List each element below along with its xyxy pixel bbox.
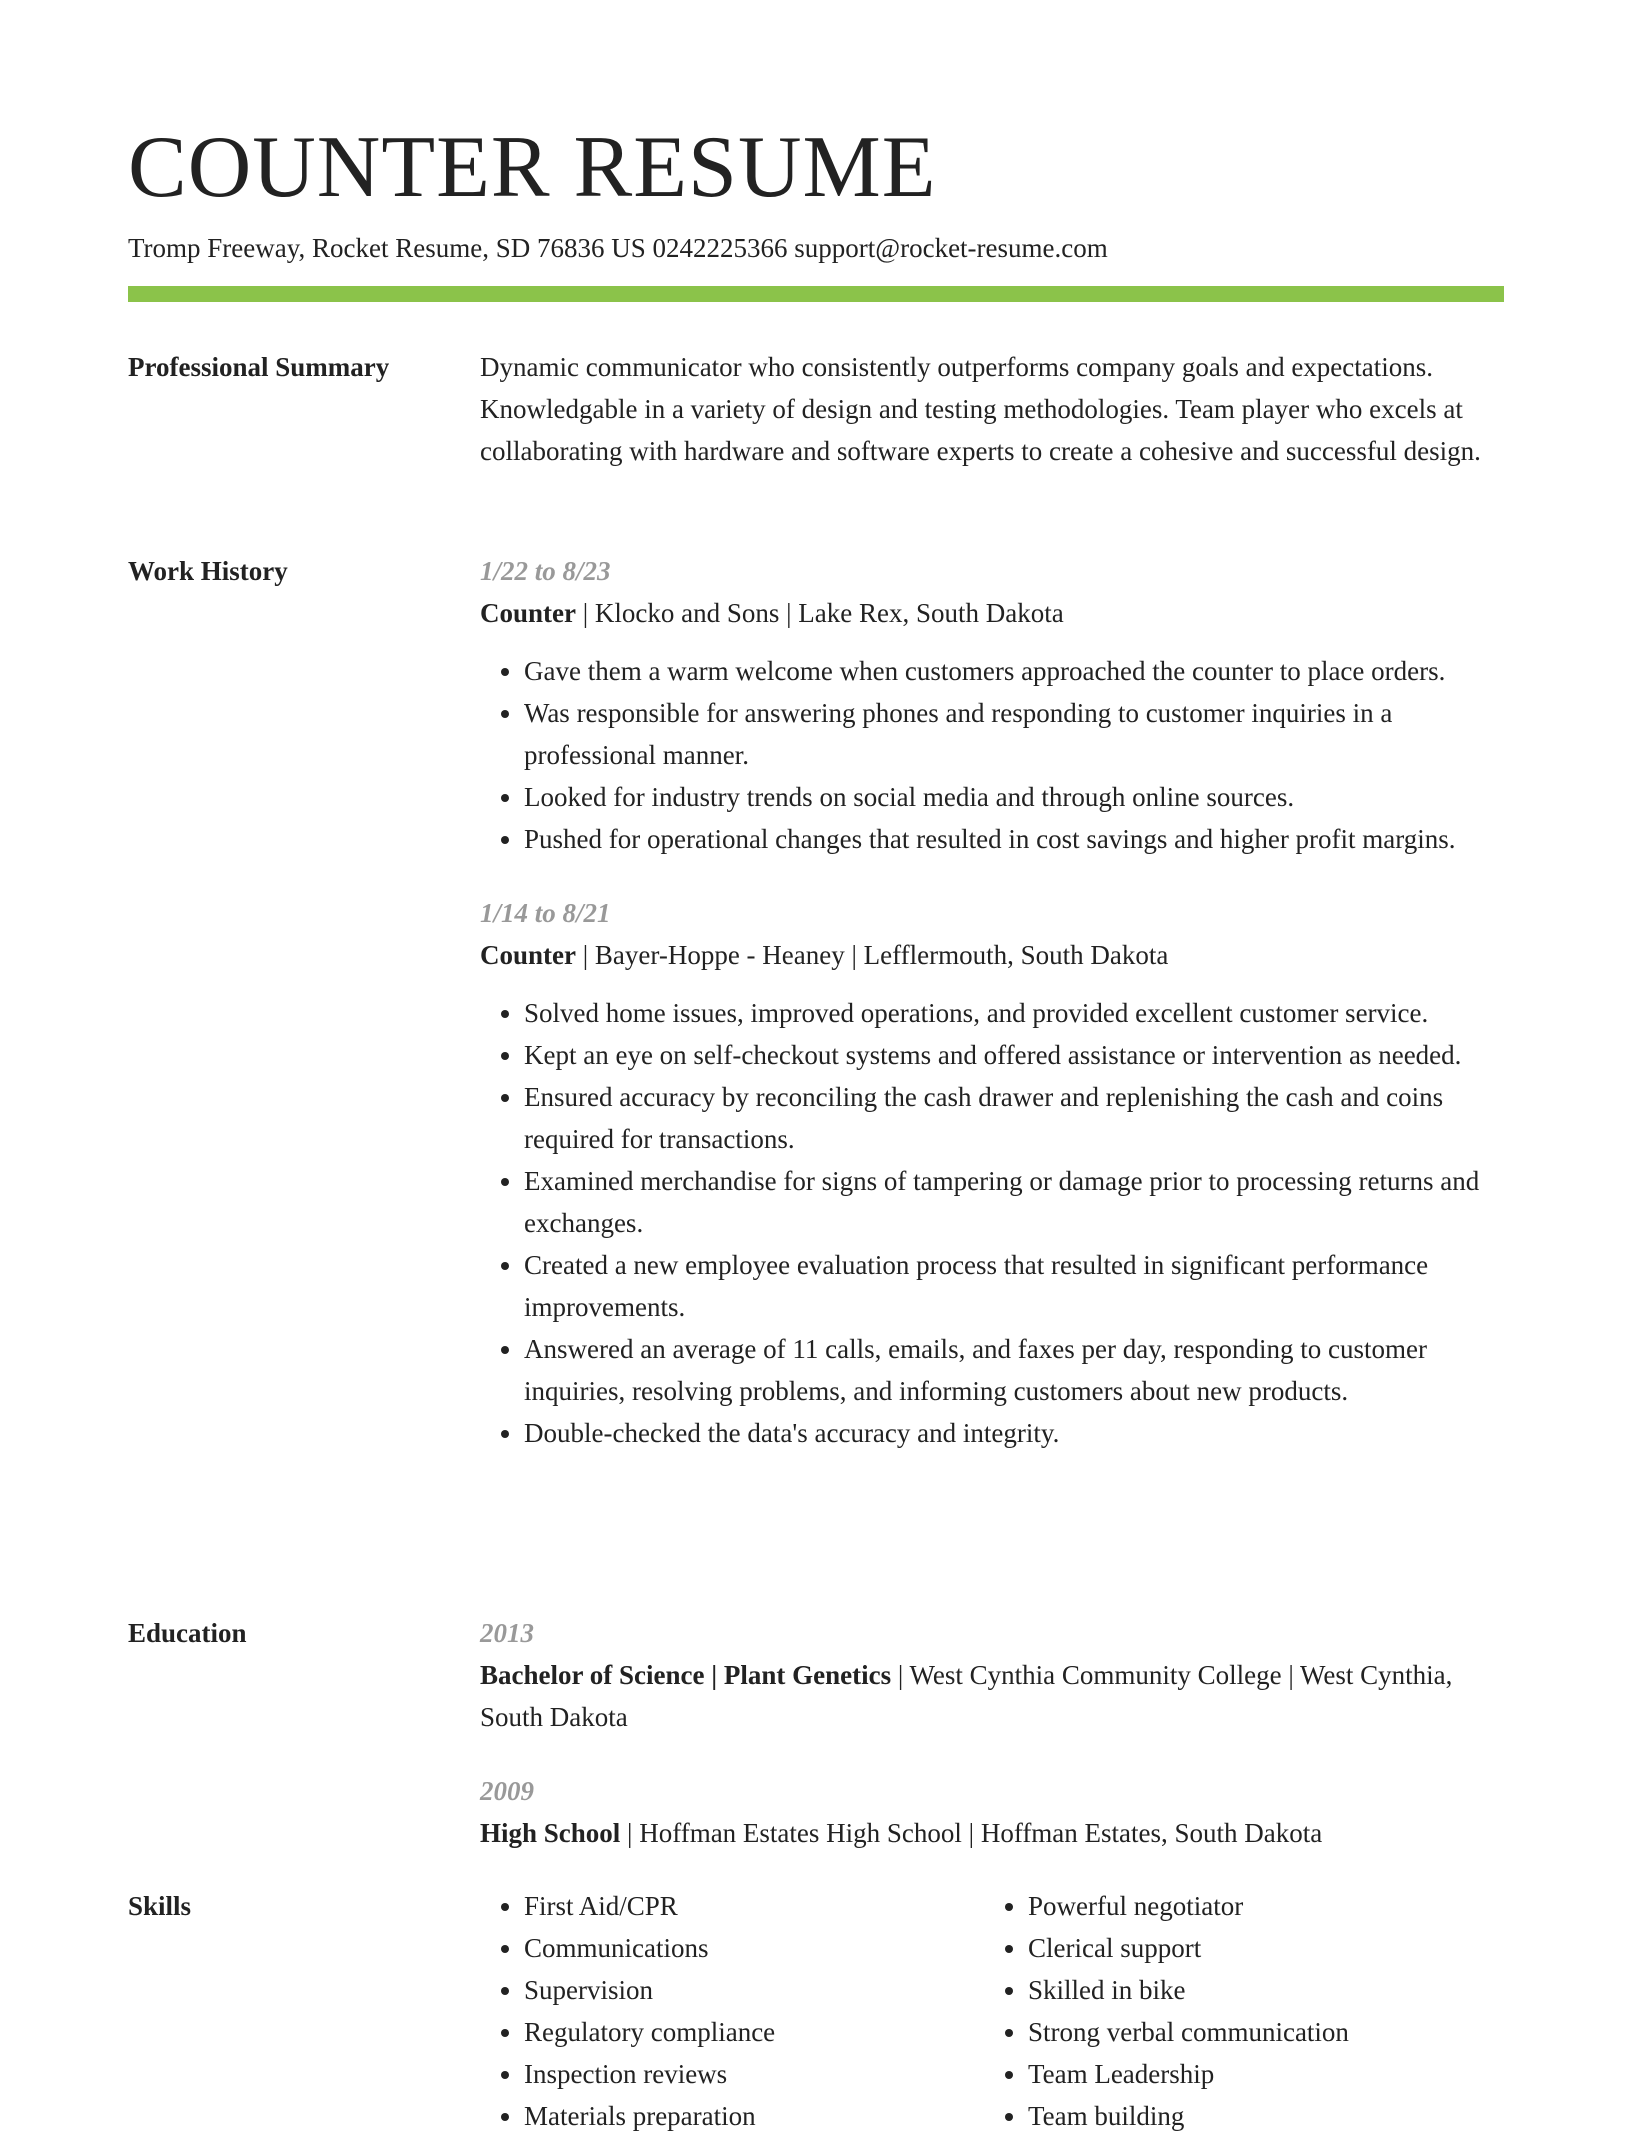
education-line xyxy=(480,1654,1504,1738)
skill-item: • Powerful negotiator xyxy=(1028,1885,1488,1927)
job-bullet: • Solved home issues, improved operations, and provided excellent customer service. xyxy=(524,992,1504,1034)
section-label-work: Work History xyxy=(128,556,288,586)
section-label-education: Education xyxy=(128,1618,247,1648)
job-details: | Klocko and Sons | Lake Rex, South Dakota xyxy=(576,598,1064,628)
contact-line: Tromp Freeway, Rocket Resume, SD 76836 US 0242225366 support@rocket-resume.com xyxy=(128,233,1108,263)
education-details: | West Cynthia Community College | West Cynthia, South Dakota xyxy=(480,1660,1453,1732)
skills-list-right xyxy=(984,1885,1488,2137)
job-title: Counter xyxy=(480,598,576,628)
summary-text: Dynamic communicator who consistently outperforms company goals and expectations. Knowledgable in a variety of design and testing methodologies. Team player who excels at collaborating with hardware and software experts to create a cohesive and successful design. xyxy=(480,352,1481,466)
skills-list-left xyxy=(480,1885,984,2137)
job-title-line xyxy=(480,592,1504,634)
education-degree: High School xyxy=(480,1818,621,1848)
job-entry xyxy=(480,550,1504,860)
job-dates: 1/22 to 8/23 xyxy=(480,556,611,586)
education-details: | Hoffman Estates High School | Hoffman Estates, South Dakota xyxy=(620,1818,1323,1848)
job-bullet: • Looked for industry trends on social media and through online sources. xyxy=(524,776,1504,818)
job-bullet: • Examined merchandise for signs of tampering or damage prior to processing returns and exchanges. xyxy=(524,1160,1504,1244)
skill-item: • Materials preparation xyxy=(524,2095,984,2137)
job-bullets xyxy=(480,650,1504,860)
skill-item: • Regulatory compliance xyxy=(524,2011,984,2053)
job-bullet: • Gave them a warm welcome when customers approached the counter to place orders. xyxy=(524,650,1504,692)
skill-item: • Strong verbal communication xyxy=(1028,2011,1488,2053)
job-dates: 1/14 to 8/21 xyxy=(480,898,611,928)
education-year: 2009 xyxy=(480,1776,534,1806)
skill-item: • Inspection reviews xyxy=(524,2053,984,2095)
resume-title: COUNTER RESUME xyxy=(128,119,937,216)
job-bullet: • Pushed for operational changes that resulted in cost savings and higher profit margins. xyxy=(524,818,1504,860)
job-bullets xyxy=(480,992,1504,1454)
header-divider xyxy=(128,286,1504,302)
job-bullet: • Answered an average of 11 calls, emails, and faxes per day, responding to customer inquiries, resolving problems, and informing customers about new products. xyxy=(524,1328,1504,1412)
job-entry xyxy=(480,892,1504,1454)
job-bullet: • Double-checked the data's accuracy and integrity. xyxy=(524,1412,1504,1454)
job-title-line xyxy=(480,934,1504,976)
skill-item: • Supervision xyxy=(524,1969,984,2011)
skill-item: • Skilled in bike xyxy=(1028,1969,1488,2011)
skill-item: • Clerical support xyxy=(1028,1927,1488,1969)
skill-item: • Team building xyxy=(1028,2095,1488,2137)
skill-item: • First Aid/CPR xyxy=(524,1885,984,1927)
education-year: 2013 xyxy=(480,1618,534,1648)
job-bullet: • Kept an eye on self-checkout systems and offered assistance or intervention as needed. xyxy=(524,1034,1504,1076)
section-label-summary: Professional Summary xyxy=(128,352,390,382)
job-bullet: • Created a new employee evaluation process that resulted in significant performance improvements. xyxy=(524,1244,1504,1328)
job-details: | Bayer-Hoppe - Heaney | Lefflermouth, South Dakota xyxy=(576,940,1169,970)
education-entry xyxy=(480,1770,1504,1854)
job-bullet: • Was responsible for answering phones and responding to customer inquiries in a professional manner. xyxy=(524,692,1504,776)
education-degree: Bachelor of Science | Plant Genetics xyxy=(480,1660,892,1690)
skill-item: • Communications xyxy=(524,1927,984,1969)
job-bullet: • Ensured accuracy by reconciling the cash drawer and replenishing the cash and coins required for transactions. xyxy=(524,1076,1504,1160)
section-label-skills: Skills xyxy=(128,1891,192,1921)
education-entry xyxy=(480,1612,1504,1738)
skill-item: • Team Leadership xyxy=(1028,2053,1488,2095)
job-title: Counter xyxy=(480,940,576,970)
education-line xyxy=(480,1812,1504,1854)
